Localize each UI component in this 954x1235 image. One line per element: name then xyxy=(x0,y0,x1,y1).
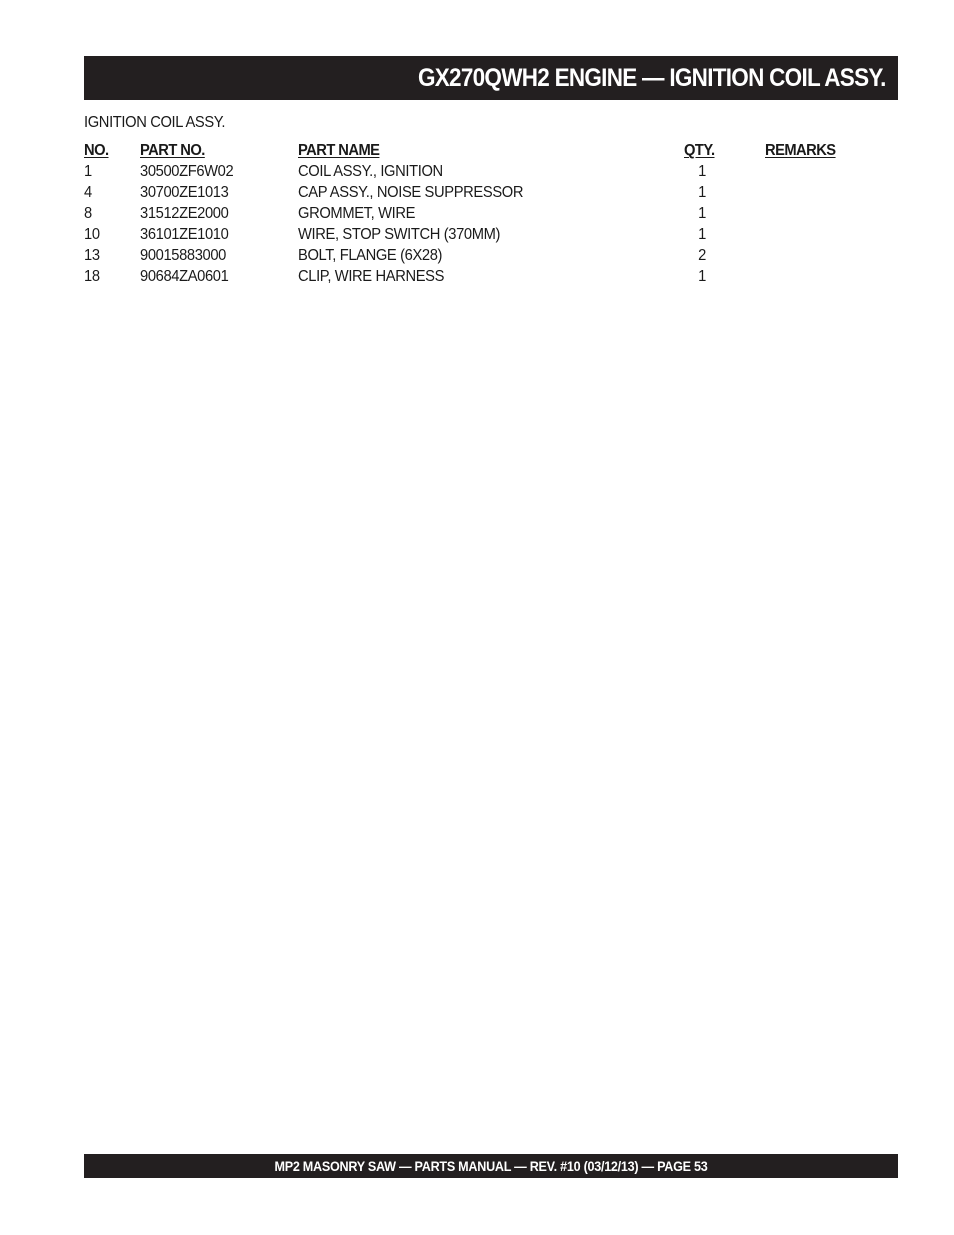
cell-part-no: 30700ZE1013 xyxy=(140,184,229,201)
cell-no: 13 xyxy=(84,247,100,264)
cell-qty: 1 xyxy=(698,226,706,243)
cell-no: 10 xyxy=(84,226,100,243)
cell-part-name: CAP ASSY., NOISE SUPPRESSOR xyxy=(298,184,524,201)
table-row xyxy=(84,203,864,224)
cell-part-no: 90684ZA0601 xyxy=(140,268,229,285)
cell-no: 8 xyxy=(84,205,92,222)
cell-part-name: GROMMET, WIRE xyxy=(298,205,416,222)
cell-qty: 1 xyxy=(698,268,706,285)
cell-part-no: 90015883000 xyxy=(140,247,227,264)
cell-part-no: 30500ZF6W02 xyxy=(140,163,234,180)
column-header-no: NO. xyxy=(84,142,109,159)
column-header-qty: QTY. xyxy=(684,142,715,159)
column-header-remarks: REMARKS xyxy=(765,142,836,159)
column-header-part-no: PART NO. xyxy=(140,142,205,159)
cell-qty: 2 xyxy=(698,247,706,264)
cell-qty: 1 xyxy=(698,163,706,180)
table-row xyxy=(84,182,864,203)
parts-table xyxy=(84,140,864,287)
cell-part-name: CLIP, WIRE HARNESS xyxy=(298,268,445,285)
page-title: GX270QWH2 ENGINE — IGNITION COIL ASSY. xyxy=(418,64,886,92)
column-header-part-name: PART NAME xyxy=(298,142,380,159)
cell-part-no: 31512ZE2000 xyxy=(140,205,229,222)
cell-part-no: 36101ZE1010 xyxy=(140,226,229,243)
page-footer-bar xyxy=(84,1154,898,1178)
table-header-row xyxy=(84,140,864,161)
table-row xyxy=(84,224,864,245)
cell-qty: 1 xyxy=(698,184,706,201)
page-header-bar xyxy=(84,56,898,100)
cell-no: 18 xyxy=(84,268,100,285)
cell-part-name: WIRE, STOP SWITCH (370MM) xyxy=(298,226,501,243)
section-label: IGNITION COIL ASSY. xyxy=(84,114,226,131)
cell-part-name: COIL ASSY., IGNITION xyxy=(298,163,443,180)
page-footer-text: MP2 MASONRY SAW — PARTS MANUAL — REV. #10 (03/12/13) — PAGE 53 xyxy=(274,1158,708,1174)
table-row xyxy=(84,245,864,266)
cell-no: 1 xyxy=(84,163,92,180)
cell-no: 4 xyxy=(84,184,92,201)
cell-part-name: BOLT, FLANGE (6X28) xyxy=(298,247,443,264)
cell-qty: 1 xyxy=(698,205,706,222)
table-row xyxy=(84,266,864,287)
table-row xyxy=(84,161,864,182)
